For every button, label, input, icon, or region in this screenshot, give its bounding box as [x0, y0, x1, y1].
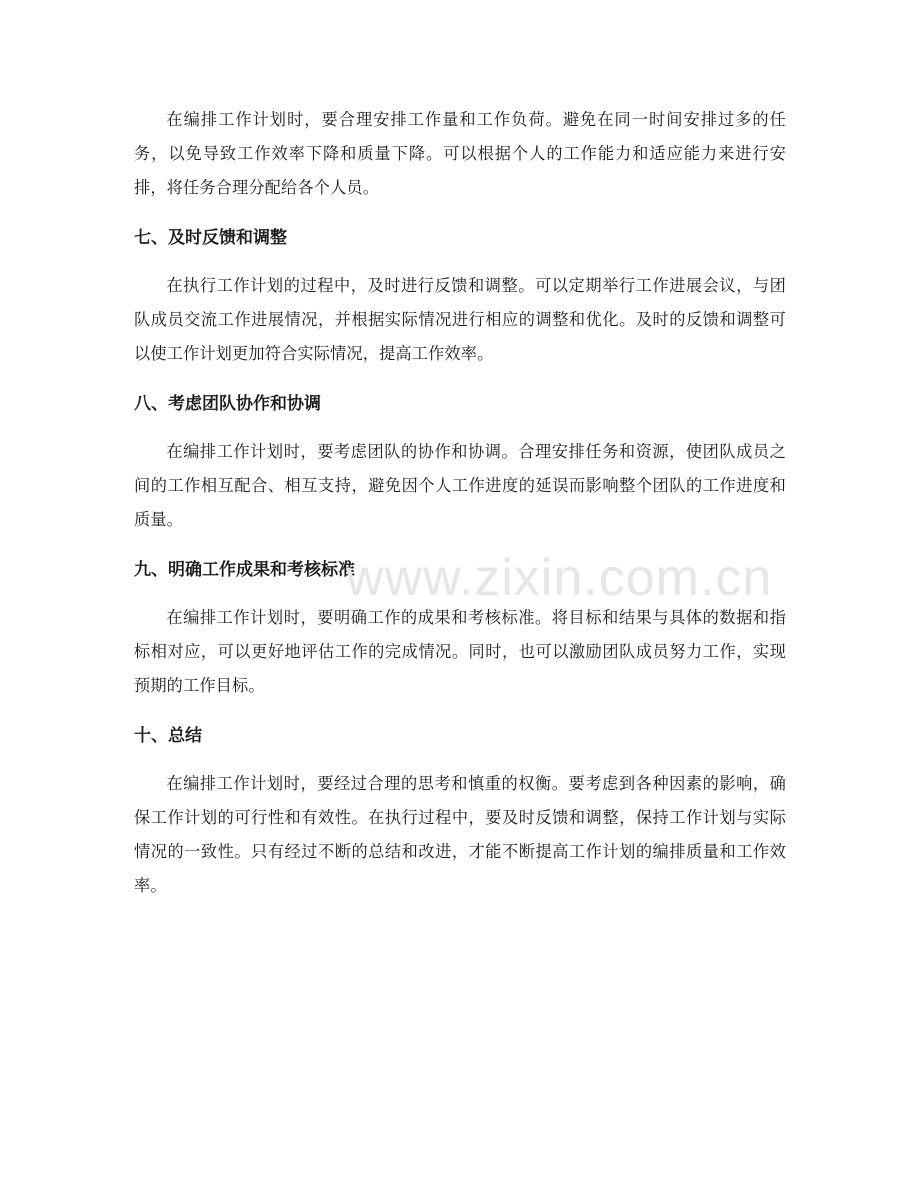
paragraph-workload: 在编排工作计划时，要合理安排工作量和工作负荷。避免在同一时间安排过多的任务，以免导致工作效率下降和质量下降。可以根据个人的工作能力和适应能力来进行安排，将任务合理分配给各个人员。 [134, 110, 786, 197]
heading-summary: 十、总结 [134, 726, 202, 746]
heading-teamwork: 八、考虑团队协作和协调 [134, 394, 321, 414]
heading-feedback: 七、及时反馈和调整 [134, 228, 287, 248]
paragraph-teamwork: 在编排工作计划时，要考虑团队的协作和协调。合理安排任务和资源，使团队成员之间的工作相互配合、相互支持，避免因个人工作进度的延误而影响整个团队的工作进度和质量。 [134, 442, 786, 529]
paragraph-standards: 在编排工作计划时，要明确工作的成果和考核标准。将目标和结果与具体的数据和指标相对应，可以更好地评估工作的完成情况。同时，也可以激励团队成员努力工作，实现预期的工作目标。 [134, 608, 786, 695]
watermark: www.zixin.com.cn [346, 549, 773, 607]
heading-standards: 九、明确工作成果和考核标准 [134, 560, 355, 580]
document-body [134, 103, 786, 903]
paragraph-summary: 在编排工作计划时，要经过合理的思考和慎重的权衡。要考虑到各种因素的影响，确保工作计划的可行性和有效性。在执行过程中，要及时反馈和调整，保持工作计划与实际情况的一致性。只有经过不断的总结和改进，才能不断提高工作计划的编排质量和工作效率。 [134, 774, 786, 895]
paragraph-feedback: 在执行工作计划的过程中，及时进行反馈和调整。可以定期举行工作进展会议，与团队成员交流工作进展情况，并根据实际情况进行相应的调整和优化。及时的反馈和调整可以使工作计划更加符合实际情况，提高工作效率。 [134, 276, 786, 363]
